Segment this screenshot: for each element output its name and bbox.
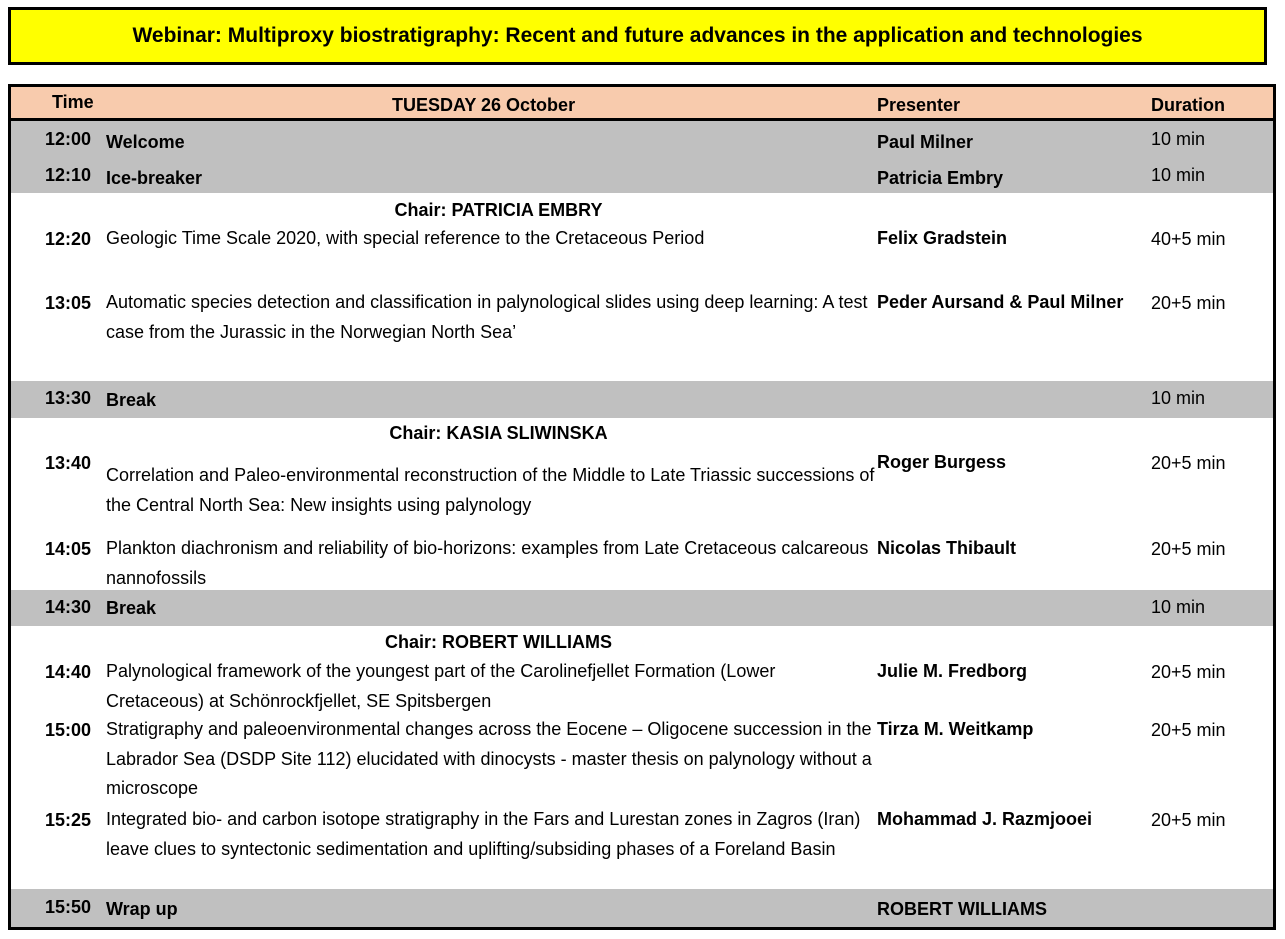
row-title: Correlation and Paleo-environmental reconstruction of the Middle to Late Triassic successions of the Central North Sea: New insights using palynology — [106, 465, 875, 515]
row-title: Stratigraphy and paleoenvironmental changes across the Eocene – Oligocene succession in the Labrador Sea (DSDP Site 112) elucidated with dinocysts - master thesis on palynology without a microscope — [106, 719, 872, 798]
row-presenter: Patricia Embry — [877, 168, 1004, 188]
row-time: 15:25 — [45, 810, 92, 830]
header-day: TUESDAY 26 October — [392, 95, 576, 115]
row-duration: 20+5 min — [1151, 662, 1226, 682]
row-duration: 20+5 min — [1151, 810, 1226, 830]
row-presenter: Tirza M. Weitkamp — [877, 719, 1034, 739]
row-time: 14:40 — [45, 662, 92, 682]
row-time: 15:00 — [45, 720, 92, 740]
row-time: 14:05 — [45, 539, 92, 559]
row-time: 13:30 — [45, 388, 92, 408]
row-title: Palynological framework of the youngest part of the Carolinefjellet Formation (Lower Cretaceous) at Schönrockfjellet, SE Spitsbergen — [106, 661, 776, 711]
row-duration: 20+5 min — [1151, 293, 1226, 313]
row-title: Wrap up — [106, 899, 178, 919]
row-time: 12:00 — [45, 129, 92, 149]
row-duration: 20+5 min — [1151, 453, 1226, 473]
row-presenter: Mohammad J. Razmjooei — [877, 809, 1093, 829]
row-title: Automatic species detection and classification in palynological slides using deep learning: A test case from the Jurassic in the Norwegian North Sea’ — [106, 292, 868, 342]
row-presenter: Roger Burgess — [877, 452, 1007, 472]
row-title: Welcome — [106, 132, 185, 152]
row-presenter: Peder Aursand & Paul Milner — [877, 292, 1124, 312]
table-header — [11, 87, 1273, 121]
row-time: 13:40 — [45, 453, 92, 473]
row-duration: 40+5 min — [1151, 229, 1226, 249]
row-duration: 10 min — [1151, 165, 1206, 185]
row-time: 14:30 — [45, 597, 92, 617]
session-chair: Chair: PATRICIA EMBRY — [394, 200, 603, 220]
webinar-banner — [8, 7, 1267, 65]
row-title: Integrated bio- and carbon isotope stratigraphy in the Fars and Lurestan zones in Zagros (Iran) leave clues to syntectonic sedimentation and uplifting/subsiding phases of a Foreland Basin — [106, 809, 861, 859]
row-title: Ice-breaker — [106, 168, 203, 188]
header-duration: Duration — [1151, 95, 1225, 115]
row-time: 12:20 — [45, 229, 92, 249]
row-title: Geologic Time Scale 2020, with special reference to the Cretaceous Period — [106, 228, 705, 248]
row-title: Plankton diachronism and reliability of bio-horizons: examples from Late Cretaceous calcareous nannofossils — [106, 538, 869, 588]
webinar-title: Webinar: Multiproxy biostratigraphy: Recent and future advances in the application and technologies — [132, 24, 1143, 47]
row-title: Break — [106, 598, 157, 618]
row-duration: 20+5 min — [1151, 539, 1226, 559]
session-chair: Chair: ROBERT WILLIAMS — [385, 632, 612, 652]
row-duration: 10 min — [1151, 597, 1206, 617]
row-title: Break — [106, 390, 157, 410]
header-presenter: Presenter — [877, 95, 961, 115]
row-presenter: Nicolas Thibault — [877, 538, 1017, 558]
row-presenter: Felix Gradstein — [877, 228, 1008, 248]
session-chair: Chair: KASIA SLIWINSKA — [389, 423, 608, 443]
row-duration: 10 min — [1151, 388, 1206, 408]
row-presenter: Julie M. Fredborg — [877, 661, 1028, 681]
row-presenter: ROBERT WILLIAMS — [877, 899, 1047, 919]
row-time: 12:10 — [45, 165, 92, 185]
schedule-table — [8, 84, 1276, 930]
row-presenter: Paul Milner — [877, 132, 974, 152]
header-time: Time — [52, 92, 94, 112]
row-duration: 20+5 min — [1151, 720, 1226, 740]
row-time: 13:05 — [45, 293, 92, 313]
row-time: 15:50 — [45, 897, 92, 917]
row-duration: 10 min — [1151, 129, 1206, 149]
